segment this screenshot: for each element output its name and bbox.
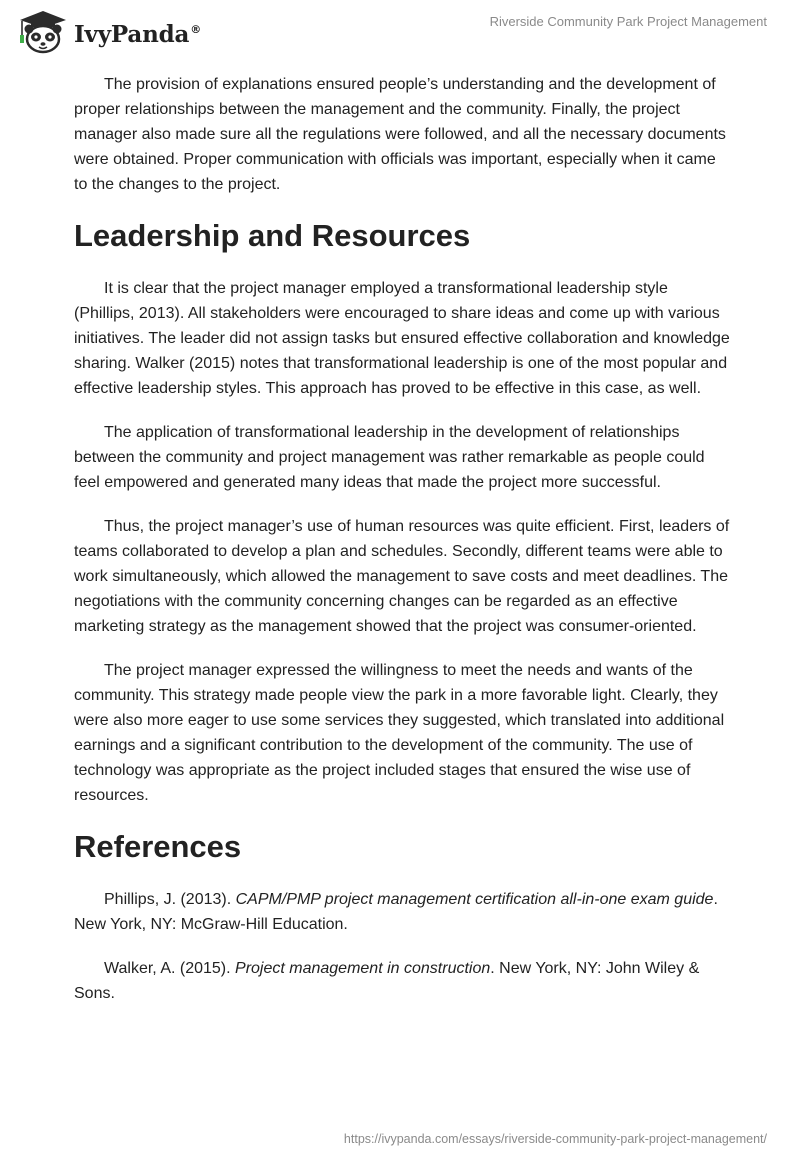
essay-body (74, 72, 730, 1025)
panda-graduate-icon (14, 8, 72, 56)
reference-publisher: . New York, NY: John Wiley & Sons. (74, 960, 700, 1002)
intro-paragraph: The provision of explanations ensured people’s understanding and the development of proper relationships between the management and the community. Finally, the project manager also made sure all the regulations were followed, and all the necessary documents were obtained. Proper communication with officials was important, especially when it came to the changes to the project. (74, 76, 726, 193)
reference-title: CAPM/PMP project management certification all-in-one exam guide (235, 891, 714, 908)
leadership-paragraph: It is clear that the project manager employed a transformational leadership style (Phillips, 2013). All stakeholders were encouraged to share ideas and come up with various initiatives. The leader did not assign tasks but ensured effective collaboration and knowledge sharing. Walker (2015) notes that transformational leadership is one of the most popular and effective leadership styles. This approach has proved to be effective in this case, as well. (74, 280, 730, 397)
reference-item (74, 887, 730, 937)
reference-publisher: . New York, NY: McGraw-Hill Education. (74, 891, 718, 933)
reference-author: Phillips, J. (2013). (104, 891, 236, 908)
leadership-heading: Leadership and Resources (74, 218, 471, 253)
leadership-paragraph: Thus, the project manager’s use of human resources was quite efficient. First, leaders of teams collaborated to develop a plan and schedules. Secondly, different teams were able to work simultaneously, which allowed the management to save costs and meet deadlines. The negotiations with the community concerning changes can be regarded as an effective marketing strategy as the management showed that the project was consumer-oriented. (74, 518, 730, 635)
leadership-paragraph: The application of transformational leadership in the development of relationships between the community and project management was rather remarkable as people could feel empowered and generated many ideas that made the project more successful. (74, 424, 705, 491)
registered-mark: ® (190, 22, 201, 36)
document-title: Riverside Community Park Project Management (489, 14, 767, 29)
brand-name: IvyPanda® (74, 20, 201, 48)
reference-title: Project management in construction (235, 960, 491, 977)
leadership-paragraph: The project manager expressed the willingness to meet the needs and wants of the community. This strategy made people view the park in a more favorable light. Clearly, they were also more eager to use some services they suggested, which translated into additional earnings and a significant contribution to the development of the community. The use of technology was appropriate as the project included stages that ensured the wise use of resources. (74, 662, 725, 804)
page-header (0, 0, 800, 62)
ivypanda-logo[interactable] (14, 8, 201, 56)
reference-author: Walker, A. (2015). (104, 960, 236, 977)
reference-item (74, 956, 730, 1006)
source-url[interactable]: https://ivypanda.com/essays/riverside-community-park-project-management/ (343, 1132, 767, 1146)
references-heading: References (74, 829, 242, 864)
